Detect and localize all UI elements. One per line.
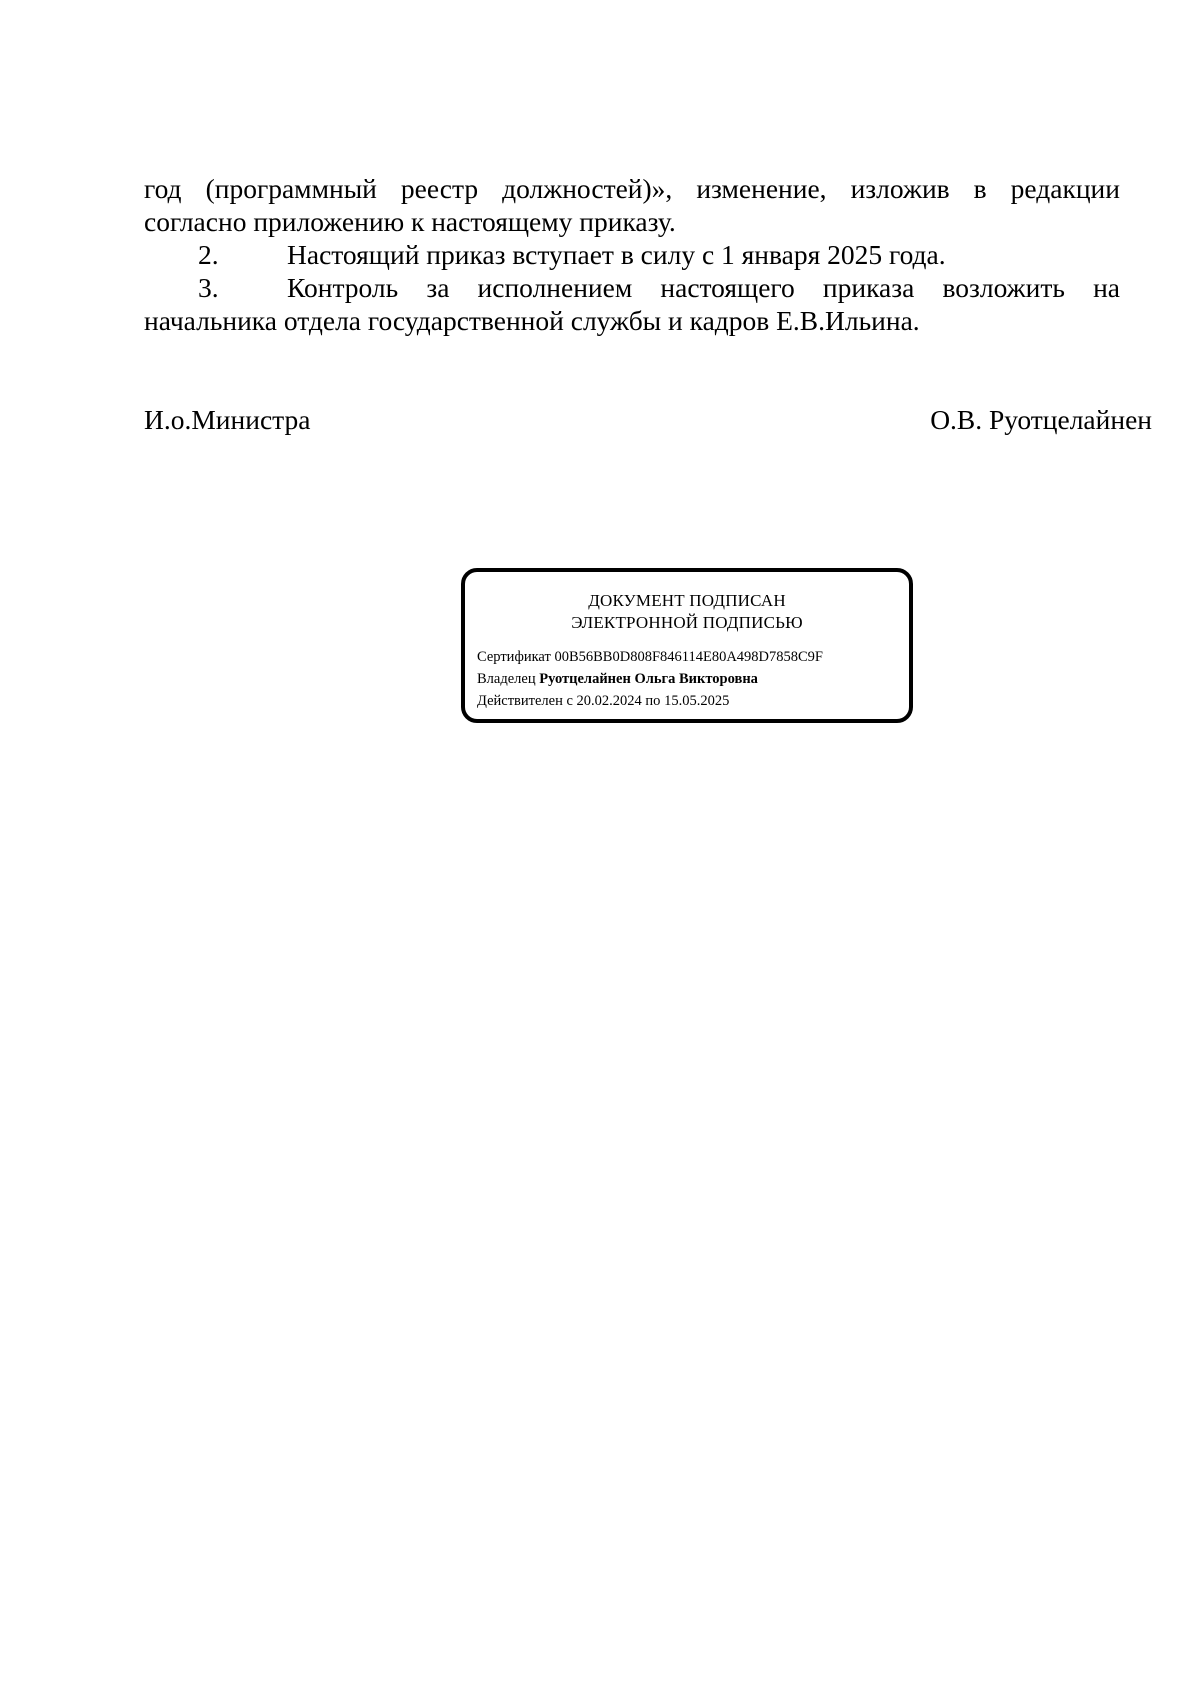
stamp-title: [465, 590, 909, 634]
owner-label: Владелец: [477, 671, 536, 687]
list-item-3-line1: [144, 271, 1120, 304]
document-body: [144, 172, 1120, 337]
stamp-certificate-line: [477, 646, 909, 668]
paragraph-continuation-line1: год (программный реестр должностей)», изменение, изложив в редакции: [144, 173, 1120, 204]
signer-name: О.В. Руотцелайнен: [930, 404, 1152, 435]
paragraph-continuation-line2: согласно приложению к настоящему приказу.: [144, 206, 676, 237]
stamp-owner-line: [477, 668, 909, 690]
signer-position: И.о.Министра: [144, 404, 311, 435]
list-item-number: 3.: [198, 272, 219, 303]
stamp-title-line1: ДОКУМЕНТ ПОДПИСАН: [588, 591, 786, 610]
valid-to: 15.05.2025: [664, 693, 730, 709]
list-item-2: [144, 238, 1120, 271]
signature-row: [144, 403, 1152, 436]
list-item-3-line2: начальника отдела государственной службы и кадров Е.В.Ильина.: [144, 305, 920, 336]
certificate-label: Сертификат: [477, 649, 551, 665]
certificate-value: 00B56BB0D808F846114E80A498D7858C9F: [554, 649, 824, 665]
valid-to-label: по: [645, 693, 661, 709]
owner-value: Руотцелайнен Ольга Викторовна: [539, 671, 758, 687]
list-item-text: Настоящий приказ вступает в силу с 1 января 2025 года.: [287, 239, 946, 270]
list-item-number: 2.: [198, 239, 219, 270]
valid-from: 20.02.2024: [576, 693, 642, 709]
valid-label: Действителен с: [477, 693, 573, 709]
list-item-text: Контроль за исполнением настоящего приказа возложить на: [287, 272, 1120, 303]
stamp-details: [465, 646, 909, 712]
electronic-signature-stamp: [461, 568, 913, 723]
stamp-title-line2: ЭЛЕКТРОННОЙ ПОДПИСЬЮ: [571, 613, 803, 632]
stamp-validity-line: [477, 690, 909, 712]
